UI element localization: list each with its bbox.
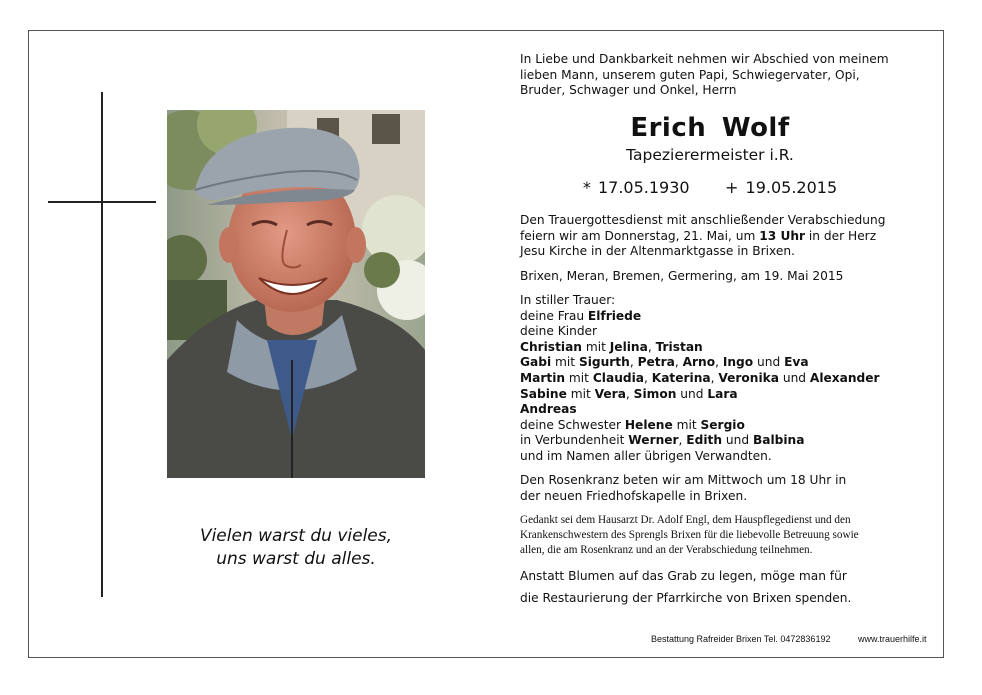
text: , (678, 433, 687, 448)
mourner-wife (520, 309, 880, 325)
child-family-1 (520, 340, 880, 356)
name: Sabine (520, 386, 567, 401)
name: Balbina (752, 433, 805, 448)
rosary-line-1: Den Rosenkranz beten wir am Mittwoch um 18 Uhr in (520, 473, 847, 487)
rosary-info (520, 473, 846, 504)
quote-line-1: Vielen warst du vieles, (199, 526, 393, 546)
service-line-3: Jesu Kirche in der Altenmarktgasse in Brixen. (520, 244, 795, 259)
thanks-line-1: Gedankt sei dem Hausarzt Dr. Adolf Engl, dem Hauspflegedienst und den (520, 514, 851, 526)
website-link[interactable]: www.trauerhilfe.it (858, 634, 927, 644)
portrait-photo (167, 110, 425, 478)
text: , (644, 370, 652, 385)
service-time: 13 Uhr (759, 228, 806, 243)
text: mit (581, 339, 610, 354)
service-text: in der Herz (805, 228, 877, 243)
life-dates (520, 178, 900, 197)
text: mit (672, 417, 701, 432)
donation-line-1: Anstatt Blumen auf das Grab zu legen, möge man für (520, 569, 847, 583)
text: und (778, 370, 810, 385)
name: Petra (637, 355, 675, 370)
text: , (674, 355, 683, 370)
child-family-5 (520, 402, 880, 418)
thanks-line-3: allen, die am Rosenkranz und an der Verabschiedung teilnehmen. (520, 544, 813, 556)
rosary-line-2: der neuen Friedhofskapelle in Brixen. (520, 488, 748, 503)
name: Alexander (809, 370, 880, 385)
mourner-sister (520, 418, 880, 434)
memorial-quote (150, 525, 442, 571)
name: Ingo (722, 355, 754, 370)
mourner-relatives: und im Namen aller übrigen Verwandten. (520, 448, 772, 463)
name: Vera (594, 386, 626, 401)
name: Claudia (592, 370, 644, 385)
text: mit (566, 386, 595, 401)
text: mit (565, 370, 593, 385)
cross-horizontal (48, 201, 156, 203)
death-date: + 19.05.2015 (725, 178, 838, 197)
name: Veronika (718, 370, 779, 385)
child-family-3 (520, 371, 880, 387)
text: mit (551, 355, 579, 370)
quote-line-2: uns warst du alles. (216, 549, 376, 569)
child-family-4 (520, 387, 880, 403)
mourners-list (520, 293, 880, 465)
donation-note (520, 565, 851, 609)
text: und (722, 433, 753, 448)
text: und (676, 386, 708, 401)
service-text: feiern wir am Donnerstag, 21. Mai, um (520, 228, 760, 243)
deceased-profession: Tapezierermeister i.R. (626, 146, 794, 164)
mourner-connected (520, 433, 880, 449)
text: deine Schwester (520, 417, 625, 432)
text: , (647, 339, 656, 354)
text: , (710, 370, 719, 385)
text: in Verbundenheit (520, 433, 629, 448)
name: Sergio (700, 417, 745, 432)
intro-line-2: lieben Mann, unserem guten Papi, Schwiegervater, Opi, (520, 67, 860, 82)
text: , (625, 386, 634, 401)
text: und (753, 355, 785, 370)
name: Helene (624, 417, 673, 432)
thanks-line-2: Krankenschwestern des Sprengls Brixen für die liebevolle Betreuung sowie (520, 529, 859, 541)
donation-line-2: die Restaurierung der Pfarrkirche von Brixen spenden. (520, 591, 852, 605)
name: Sigurth (578, 355, 630, 370)
name: Elfriede (587, 308, 642, 323)
name: Katerina (651, 370, 711, 385)
intro-text (520, 52, 920, 99)
name: Gabi (520, 355, 552, 370)
name: Lara (707, 386, 738, 401)
service-line-2 (520, 229, 885, 245)
service-info (520, 213, 885, 260)
name: Martin (520, 370, 566, 385)
place-date: Brixen, Meran, Bremen, Germering, am 19. Mai 2015 (520, 269, 844, 283)
deceased-name: Erich Wolf (630, 113, 790, 143)
name: Werner (628, 433, 679, 448)
thanks-note (520, 513, 859, 558)
text: deine Frau (520, 308, 588, 323)
text: , (629, 355, 638, 370)
name: Eva (784, 355, 809, 370)
name: Tristan (655, 339, 703, 354)
name: Edith (686, 433, 723, 448)
name: Arno (682, 355, 716, 370)
intro-line-1: In Liebe und Dankbarkeit nehmen wir Abschied von meinem (520, 52, 889, 66)
cross-vertical (101, 92, 103, 597)
child-family-2 (520, 355, 880, 371)
mourners-heading: In stiller Trauer: (520, 293, 616, 307)
undertaker-info: Bestattung Rafreider Brixen Tel. 0472836192 (651, 634, 831, 644)
service-line-1: Den Trauergottesdienst mit anschließender Verabschiedung (520, 213, 886, 227)
name: Andreas (520, 402, 577, 417)
children-label: deine Kinder (520, 324, 598, 339)
name: Christian (520, 339, 582, 354)
text: , (715, 355, 723, 370)
intro-line-3: Bruder, Schwager und Onkel, Herrn (520, 83, 737, 98)
name: Jelina (609, 339, 648, 354)
birth-date: * 17.05.1930 (582, 178, 690, 197)
name: Simon (633, 386, 677, 401)
